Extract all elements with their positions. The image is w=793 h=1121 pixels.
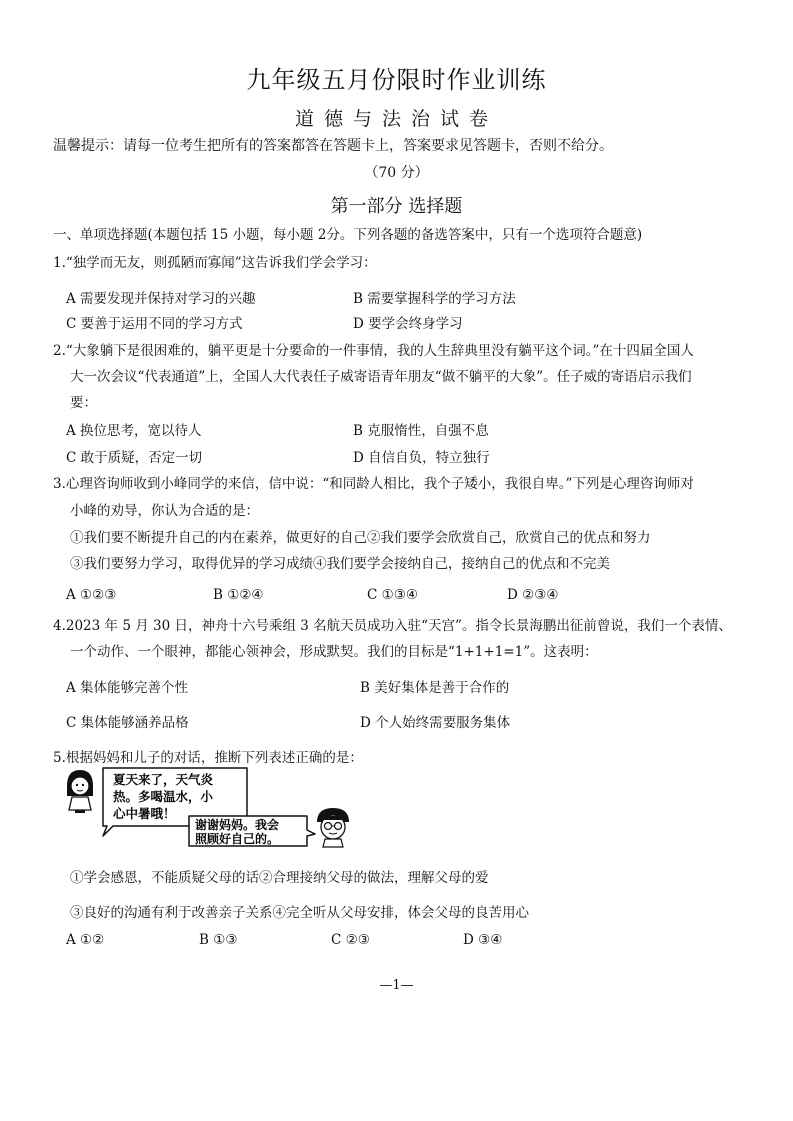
q2-stem-line2: 大一次会议“代表通道”上，全国人大代表任子威寄语青年朋友“做不躺平的大象”。任子威的寄语启示我们 [70,369,692,385]
q4-option-b: B 美好集体是善于合作的 [360,680,510,696]
q1-option-b: B 需要掌握科学的学习方法 [353,291,516,307]
q4-option-a: A 集体能够完善个性 [66,680,189,696]
q3-stem-line1: 3.心理咨询师收到小峰同学的来信，信中说：“和同龄人相比，我个子矮小，我很自卑。”下列是心理咨询师对 [53,476,694,492]
q1-option-d: D 要学会终身学习 [353,316,463,332]
q5-option-d: D ③④ [463,932,503,948]
section-instruction: 一、单项选择题(本题包括 15 小题，每小题 2分。下列各题的备选答案中，只有一个选项符合题意) [53,227,643,243]
q5-option-c: C ②③ [331,932,370,948]
q2-option-c: C 敢于质疑，否定一切 [66,450,203,466]
q3-statements-1-2: ①我们要不断提升自己的内在素养，做更好的自己②我们要学会欣赏自己，欣赏自己的优点和努力 [70,530,651,546]
q5-stem: 5.根据妈妈和儿子的对话，推断下列表述正确的是： [53,750,363,766]
q2-option-a: A 换位思考，宽以待人 [66,423,202,439]
exam-title: 九年级五月份限时作业训练 [246,66,547,94]
q1-option-a: A 需要发现并保持对学习的兴趣 [66,291,256,307]
q3-statements-3-4: ③我们要努力学习，取得优异的学习成绩④我们要学会接纳自己，接纳自己的优点和不完美 [70,556,610,572]
q1-option-c: C 要善于运用不同的学习方式 [66,316,243,332]
score-text: （70 分） [364,165,429,181]
q5-option-a: A ①② [66,932,105,948]
mother-son-dialogue-comic [63,766,363,848]
mother-figure-icon [67,770,93,813]
notice-text: 温馨提示：请每一位考生把所有的答案都答在答题卡上，答案要求见答题卡，否则不给分。 [53,138,613,154]
son-speech-bubble [189,816,315,846]
q2-stem-line1: 2.“大象躺下是很困难的，躺平更是十分要命的一件事情，我的人生辞典里没有躺平这个词。”在十四届全国人 [53,343,694,359]
q3-stem-line2: 小峰的劝导，你认为合适的是： [70,503,259,519]
q1-stem: 1.“独学而无友，则孤陋而寡闻”这告诉我们学会学习： [53,255,377,271]
q2-option-d: D 自信自负，特立独行 [353,450,490,466]
q3-option-b: B ①②④ [213,587,264,603]
q3-option-a: A ①②③ [66,587,117,603]
q5-statements-1-2: ①学会感恩，不能质疑父母的话②合理接纳父母的做法，理解父母的爱 [70,870,489,886]
son-figure-icon [317,808,349,847]
page-number: —1— [379,978,414,993]
q2-stem-line3: 要： [70,395,97,411]
q2-option-b: B 克服惰性，自强不息 [353,423,489,439]
q5-option-b: B ①③ [199,932,238,948]
bubble1-line3: 心中暑哦！ [113,806,176,821]
q5-statements-3-4: ③良好的沟通有利于改善亲子关系④完全听从父母安排，体会父母的良苦用心 [70,905,529,921]
q4-option-c: C 集体能够涵养品格 [66,715,189,731]
bubble2-line2: 照顾好自己的。 [195,832,280,846]
q4-option-d: D 个人始终需要服务集体 [360,715,511,731]
bubble1-line1: 夏天来了，天气炎 [113,772,214,787]
q4-stem-line1: 4.2023 年 5 月 30 日，神舟十六号乘组 3 名航天员成功入驻“天宫”。指令长景海鹏出征前曾说，我们一个表情、 [53,618,732,634]
q3-option-c: C ①③④ [367,587,418,603]
exam-subtitle: 道德与法治试卷 [294,108,498,130]
bubble1-line2: 热。多喝温水，小 [113,789,214,804]
q4-stem-line2: 一个动作、一个眼神，都能心领神会，形成默契。我们的目标是“1+1+1=1”。这表明： [70,644,598,660]
bubble2-line1: 谢谢妈妈。我会 [195,818,280,832]
section-title: 第一部分 选择题 [330,196,463,217]
q3-option-d: D ②③④ [507,587,559,603]
